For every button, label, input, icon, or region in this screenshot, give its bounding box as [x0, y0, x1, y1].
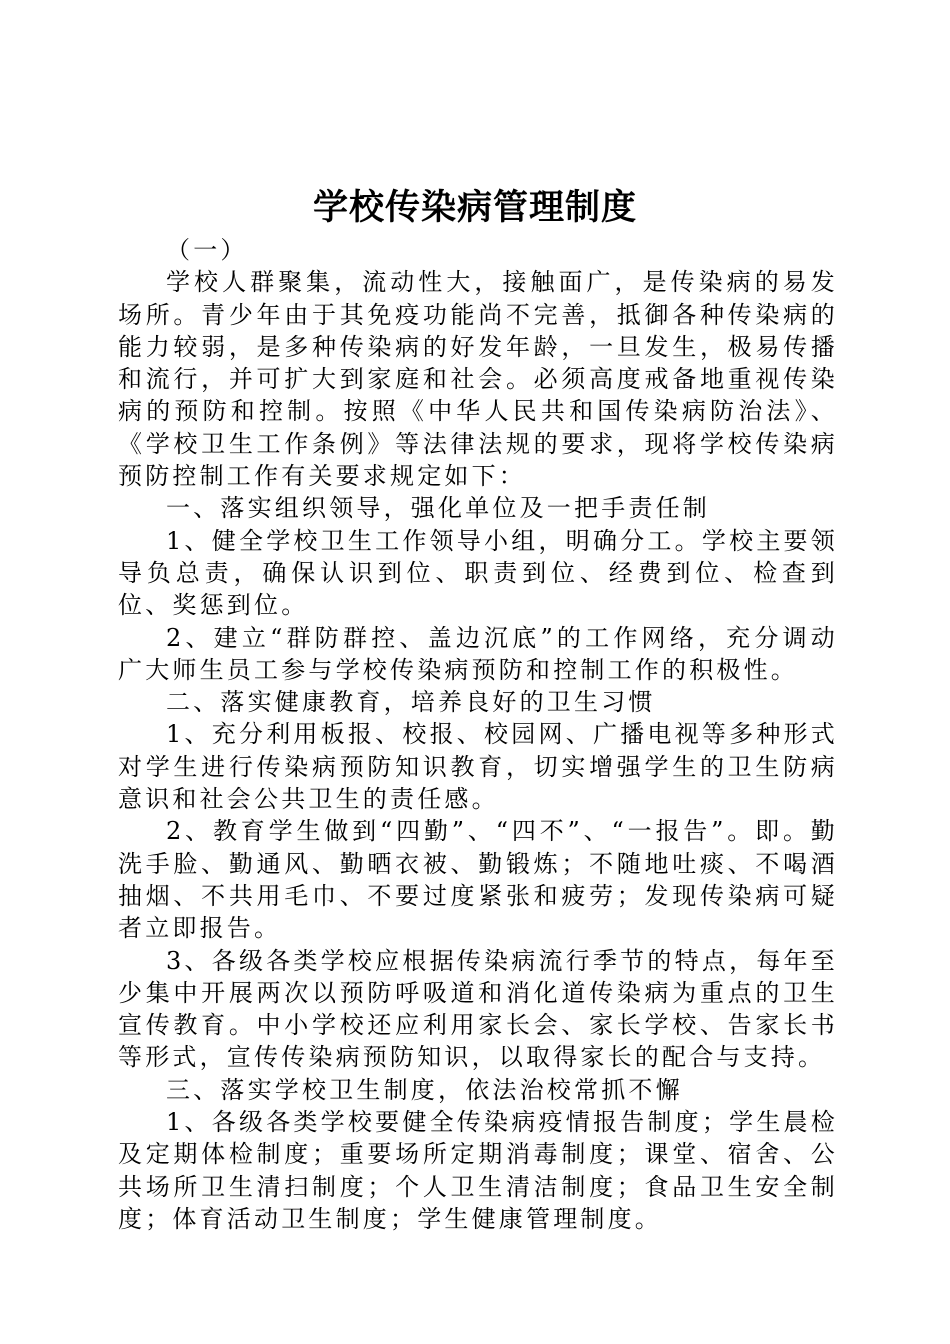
paragraph-1-2: 2、建立“群防群控、盖边沉底”的工作网络，充分调动广大师生员工参与学校传染病预防和控制工作的积极性。 — [118, 623, 838, 684]
paragraph-1-1: 1、健全学校卫生工作领导小组，明确分工。学校主要领导负总责，确保认识到位、职责到位、经费到位、检查到位、奖惩到位。 — [118, 526, 838, 620]
paragraph-3-1: 1、各级各类学校要健全传染病疫情报告制度；学生晨检及定期体检制度；重要场所定期消毒制度；课堂、宿舍、公共场所卫生清扫制度；个人卫生清洁制度；食品卫生安全制度；体育活动卫生制度；学生健康管理制度。 — [118, 1108, 838, 1233]
heading-3: 三、落实学校卫生制度，依法治校常抓不懈 — [166, 1075, 683, 1104]
heading-1: 一、落实组织领导，强化单位及一把手责任制 — [166, 494, 710, 523]
intro-paragraph: 学校人群聚集，流动性大，接触面广，是传染病的易发场所。青少年由于其免疫功能尚不完善，抵御各种传染病的能力较弱，是多种传染病的好发年龄，一旦发生，极易传播和流行，并可扩大到家庭和社会。必须高度戒备地重视传染病的预防和控制。按照《中华人民共和国传染病防治法》、《学校卫生工作条例》等法律法规的要求，现将学校传染病预防控制工作有关要求规定如下： — [118, 268, 838, 491]
paragraph-2-3: 3、各级各类学校应根据传染病流行季节的特点，每年至少集中开展两次以预防呼吸道和消化道传染病为重点的卫生宣传教育。中小学校还应利用家长会、家长学校、告家长书等形式，宣传传染病预防知识，以取得家长的配合与支持。 — [118, 946, 838, 1072]
paragraph-2-2: 2、教育学生做到“四勤”、“四不”、“一报告”。即。勤洗手脸、勤通风、勤晒衣被、勤锻炼；不随地吐痰、不喝酒抽烟、不共用毛巾、不要过度紧张和疲劳；发现传染病可疑者立即报告。 — [118, 817, 838, 943]
document-title: 学校传染病管理制度 — [312, 187, 637, 228]
document-body — [118, 234, 838, 1235]
paragraph-2-1: 1、充分利用板报、校报、校园网、广播电视等多种形式对学生进行传染病预防知识教育，切实增强学生的卫生防病意识和社会公共卫生的责任感。 — [118, 720, 838, 814]
section-number: （一） — [166, 236, 248, 264]
heading-2: 二、落实健康教育，培养良好的卫生习惯 — [166, 688, 656, 717]
